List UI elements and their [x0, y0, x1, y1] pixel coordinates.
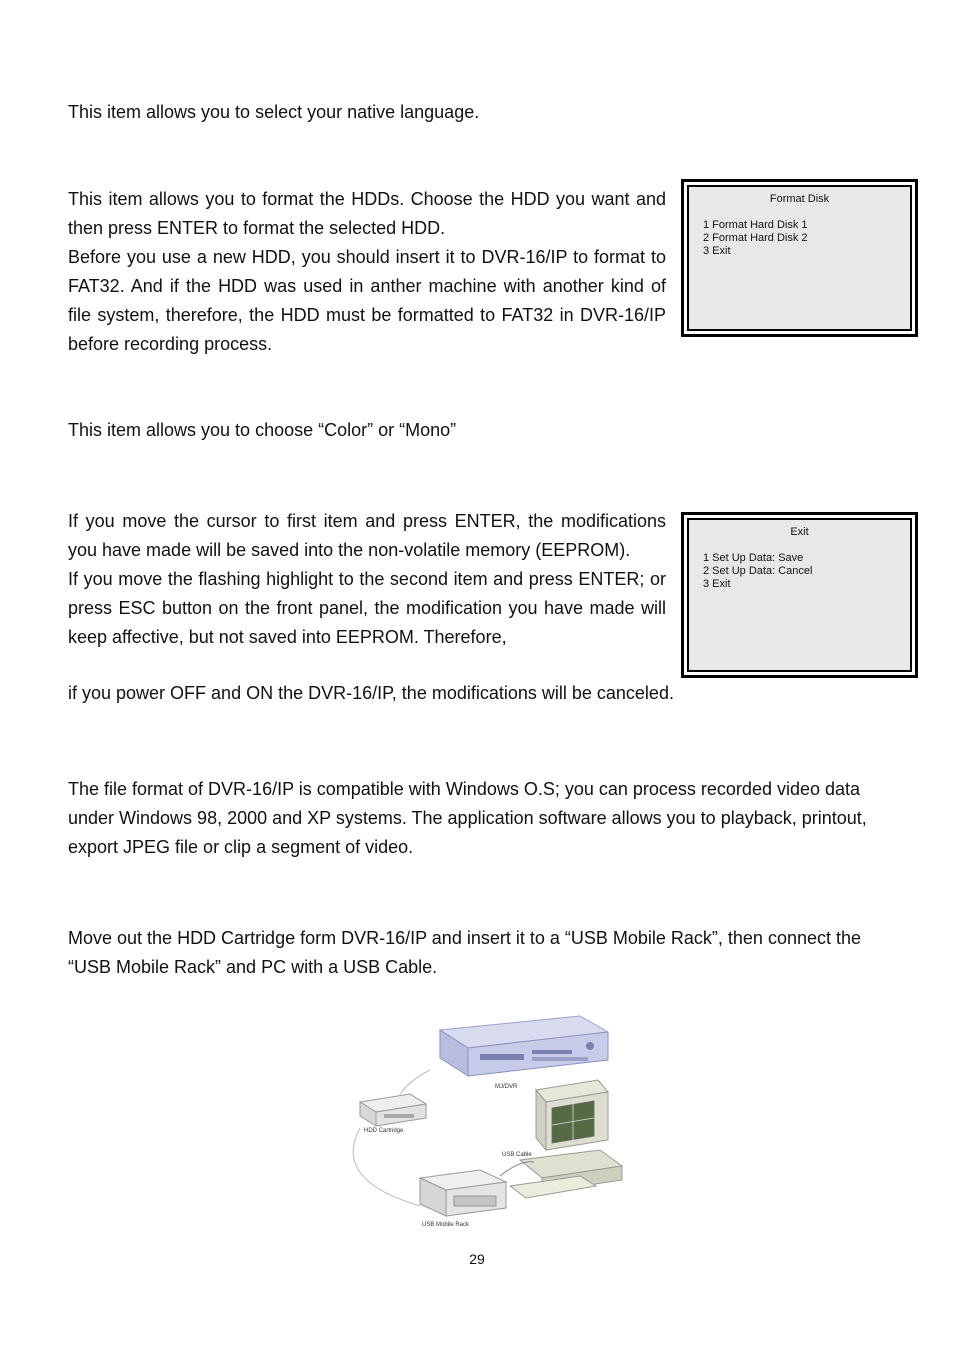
connection-illustration: [330, 1010, 630, 1235]
dvr-to-cartridge-line: [400, 1070, 430, 1094]
exit-title: Exit: [790, 526, 809, 538]
cartridge-to-rack-line: [353, 1128, 420, 1206]
hdd-cartridge-label: HDD Cartridge: [364, 1128, 404, 1134]
dvr-device-image: [440, 1016, 608, 1076]
language-description: This item allows you to select your native language.: [68, 102, 480, 122]
format-disk-screen: [681, 179, 918, 337]
fileformat-description: The file format of DVR-16/IP is compatible with Windows O.S; you can process recorded video data under Windows 98, 2000 and XP systems. The application software allows you to playback, printout, export JPEG file or clip a segment of video.: [68, 779, 867, 857]
exit-text-3: if you power OFF and ON the DVR-16/IP, the modifications will be canceled.: [68, 683, 674, 703]
format-menu-item-2: 2 Format Hard Disk 2: [703, 232, 808, 244]
exit-menu-item-3: 3 Exit: [703, 578, 731, 590]
format-menu-item-3: 3 Exit: [703, 245, 731, 257]
exit-text-1: If you move the cursor to first item and press ENTER, the modifications you have made will be saved into the non-volatile memory (EEPROM).: [68, 511, 666, 560]
usb-mobile-rack-label: USB Mobile Rack: [422, 1222, 470, 1228]
format-menu-item-1: 1 Format Hard Disk 1: [703, 219, 808, 231]
exit-text-2: If you move the flashing highlight to the second item and press ENTER; or press ESC button on the front panel, the modification you have made will keep affective, but not saved into EEPROM. Therefore,: [68, 569, 666, 647]
exit-screen: [681, 512, 918, 678]
format-disk-title: Format Disk: [769, 193, 830, 205]
page-number: 29: [469, 1251, 485, 1267]
hdd-cartridge-image: [360, 1094, 426, 1126]
exit-menu-item-1: 1 Set Up Data: Save: [703, 552, 804, 564]
pc-image: [510, 1080, 622, 1198]
format-disk-panel: [687, 185, 912, 331]
format-description: [68, 185, 666, 359]
usb-mobile-rack-image: [420, 1170, 506, 1216]
exit-menu-item-2: 2 Set Up Data: Cancel: [703, 565, 813, 577]
format-text-1: This item allows you to format the HDDs. Choose the HDD you want and then press ENTER to format the selected HDD.: [68, 189, 666, 238]
exit-panel: [687, 518, 912, 672]
usb-description: Move out the HDD Cartridge form DVR-16/IP and insert it to a “USB Mobile Rack”, then connect the “USB Mobile Rack” and PC with a USB Cable.: [68, 928, 862, 977]
usb-cable-label: USB Cable: [502, 1152, 532, 1158]
format-text-2: Before you use a new HDD, you should insert it to DVR-16/IP to format to FAT32. And if the HDD was used in anther machine with another kind of file system, therefore, the HDD must be formatted to FAT32 in DVR-16/IP before recording process.: [68, 247, 666, 354]
color-description: This item allows you to choose “Color” or “Mono”: [68, 420, 457, 440]
exit-description: [68, 507, 666, 652]
dvr-label: MJ/DVR: [495, 1084, 518, 1090]
